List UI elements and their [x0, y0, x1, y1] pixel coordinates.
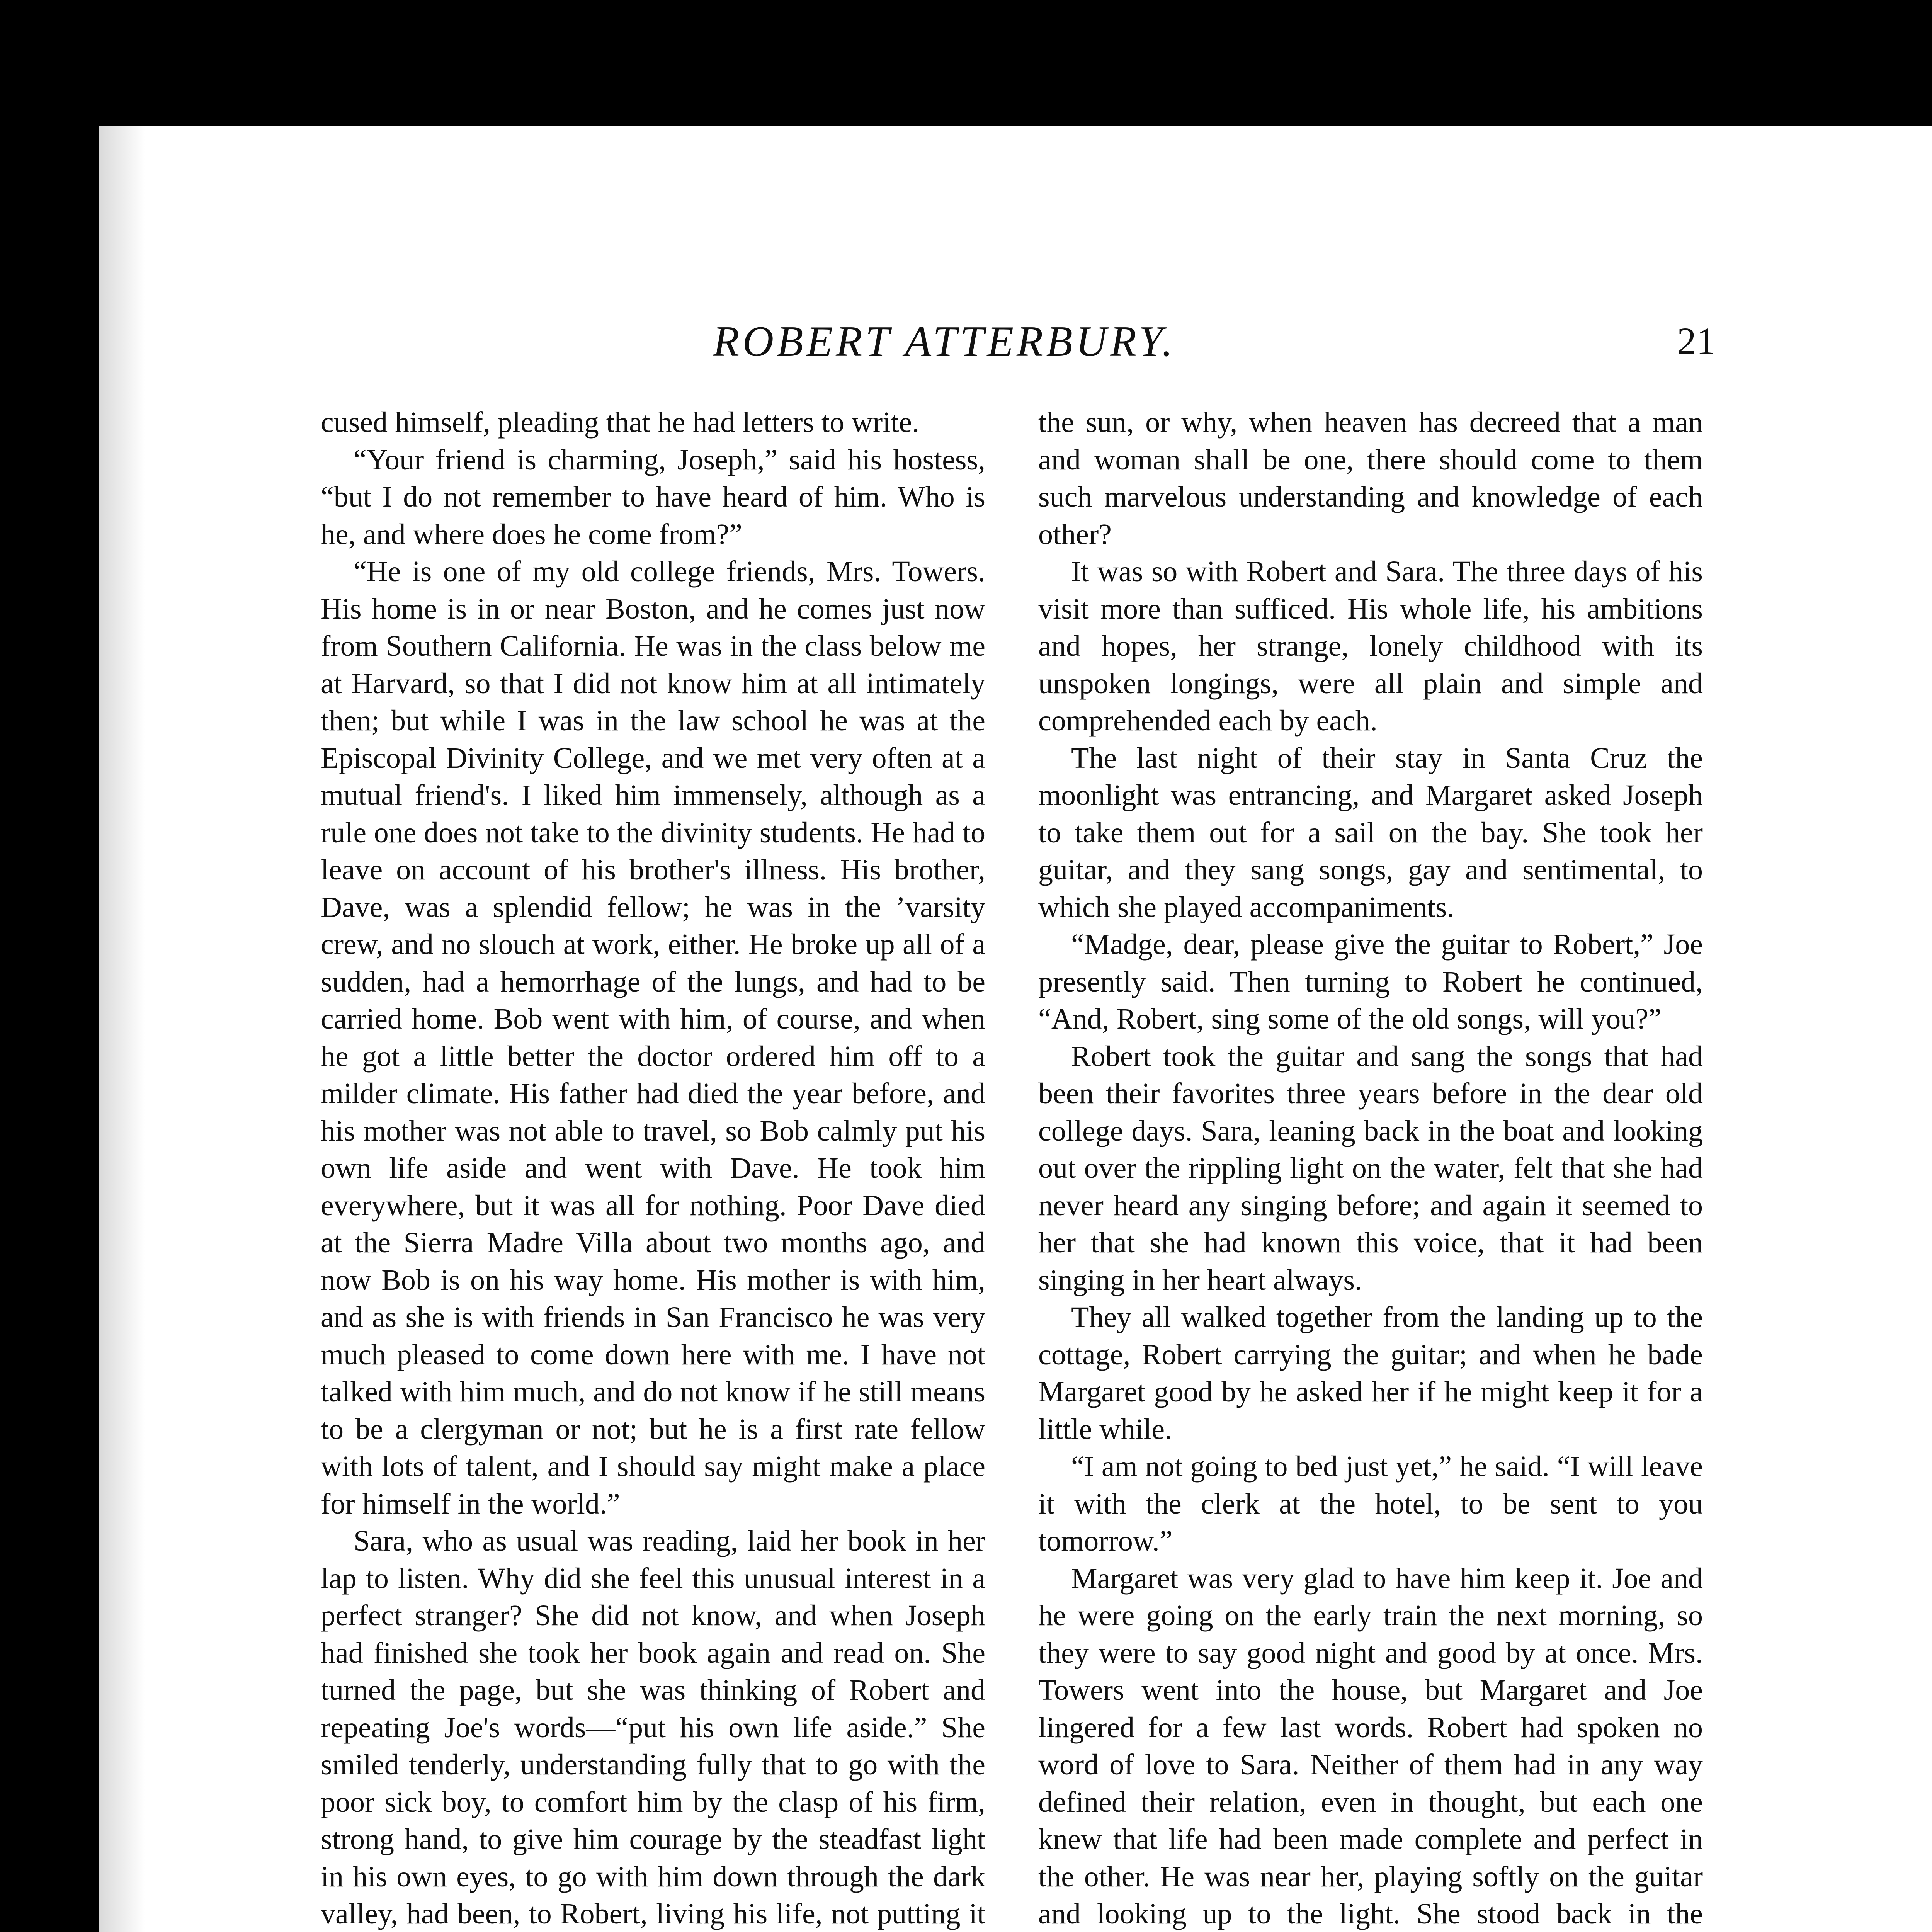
paragraph: cused himself, pleading that he had letters to write.	[321, 406, 920, 439]
paragraph: the sun, or why, when heaven has decreed that a man and woman shall be one, there should come to them such marvelous understanding and knowledge of each other?	[1038, 406, 1703, 551]
left-text-column	[321, 404, 985, 1932]
paragraph: It was so with Robert and Sara. The three days of his visit more than sufficed. His whole life, his ambitions and hopes, her strange, lonely childhood with its unspoken longings, were all plain and simple and comprehended each by each.	[1038, 555, 1703, 737]
page-number: 21	[1677, 320, 1716, 362]
paragraph: “Madge, dear, please give the guitar to Robert,” Joe presently said. Then turning to Robert he continued, “And, Robert, sing some of the old songs, will you?”	[1038, 928, 1703, 1035]
paragraph: Sara, who as usual was reading, laid her book in her lap to listen. Why did she feel this unusual interest in a perfect stranger? She did not know, and when Joseph had finished she took her book again and read on. She turned the page, but she was thinking of Robert and repeating Joe's words—“put his own life aside.” She smiled tenderly, understanding fully that to go with the poor sick boy, to comfort him by the clasp of his firm, strong hand, to give him courage by the steadfast light in his own eyes, to go with him down through the dark valley, had been, to Robert, living his life, not putting it	[321, 1525, 985, 1930]
right-text-column	[1038, 404, 1703, 1932]
running-title: ROBERT ATTERBURY.	[713, 318, 1176, 366]
paragraph: Robert took the guitar and sang the songs that had been their favorites three years before in the dear old college days. Sara, leaning back in the boat and looking out over the rippling light on the water, felt that she had never heard any singing before; and again it seemed to her that she had known this voice, that it had been singing in her heart always.	[1038, 1040, 1703, 1296]
paragraph: “Your friend is charming, Joseph,” said his hostess, “but I do not remember to have heard of him. Who is he, and where does he come from?”	[321, 443, 985, 551]
paragraph: Margaret was very glad to have him keep it. Joe and he were going on the early train the next morning, so they were to say good night and good by at once. Mrs. Towers went into the house, but Margaret and Joe lingered for a few last words. Robert had spoken no word of love to Sara. Neither of them had in any way defined their relation, even in thought, but each one knew that life had been made complete and perfect in the other. He was near her, playing softly on the guitar and looking up to the light. She stood back in the	[1038, 1562, 1703, 1930]
binding-shadow	[99, 126, 145, 1932]
paragraph: They all walked together from the landing up to the cottage, Robert carrying the guitar; and when he bade Margaret good by he asked her if he might keep it for a little while.	[1038, 1301, 1703, 1446]
book-page	[99, 126, 1932, 1932]
paragraph: “He is one of my old college friends, Mrs. Towers. His home is in or near Boston, and he comes just now from Southern California. He was in the class below me at Harvard, so that I did not know him at all intimately then; but while I was in the law school he was at the Episcopal Divinity College, and we met very often at a mutual friend's. I liked him immensely, although as a rule one does not take to the divinity students. He had to leave on account of his brother's illness. His brother, Dave, was a splendid fellow; he was in the ’varsity crew, and no slouch at work, either. He broke up all of a sudden, had a hemorrhage of the lungs, and had to be carried home. Bob went with him, of course, and when he got a little better the doctor ordered him off to a milder climate. His father had died the year before, and his mother was not able to travel, so Bob calmly put his own life aside and went with Dave. He took him everywhere, but it was all for nothing. Poor Dave died at the Sierra Madre Villa about two months ago, and now Bob is on his way home. His mother is with him, and as she is with friends in San Francisco he was very much pleased to come down here with me. I have not talked with him much, and do not know if he still means to be a clergyman or not; but he is a first rate fellow with lots of talent, and I should say might make a place for himself in the world.”	[321, 555, 985, 1520]
paragraph: The last night of their stay in Santa Cruz the moonlight was entrancing, and Margaret asked Joseph to take them out for a sail on the bay. She took her guitar, and they sang songs, gay and sentimental, to which she played accompaniments.	[1038, 742, 1703, 923]
paragraph: “I am not going to bed just yet,” he said. “I will leave it with the clerk at the hotel, to be sent to you tomorrow.”	[1038, 1450, 1703, 1557]
